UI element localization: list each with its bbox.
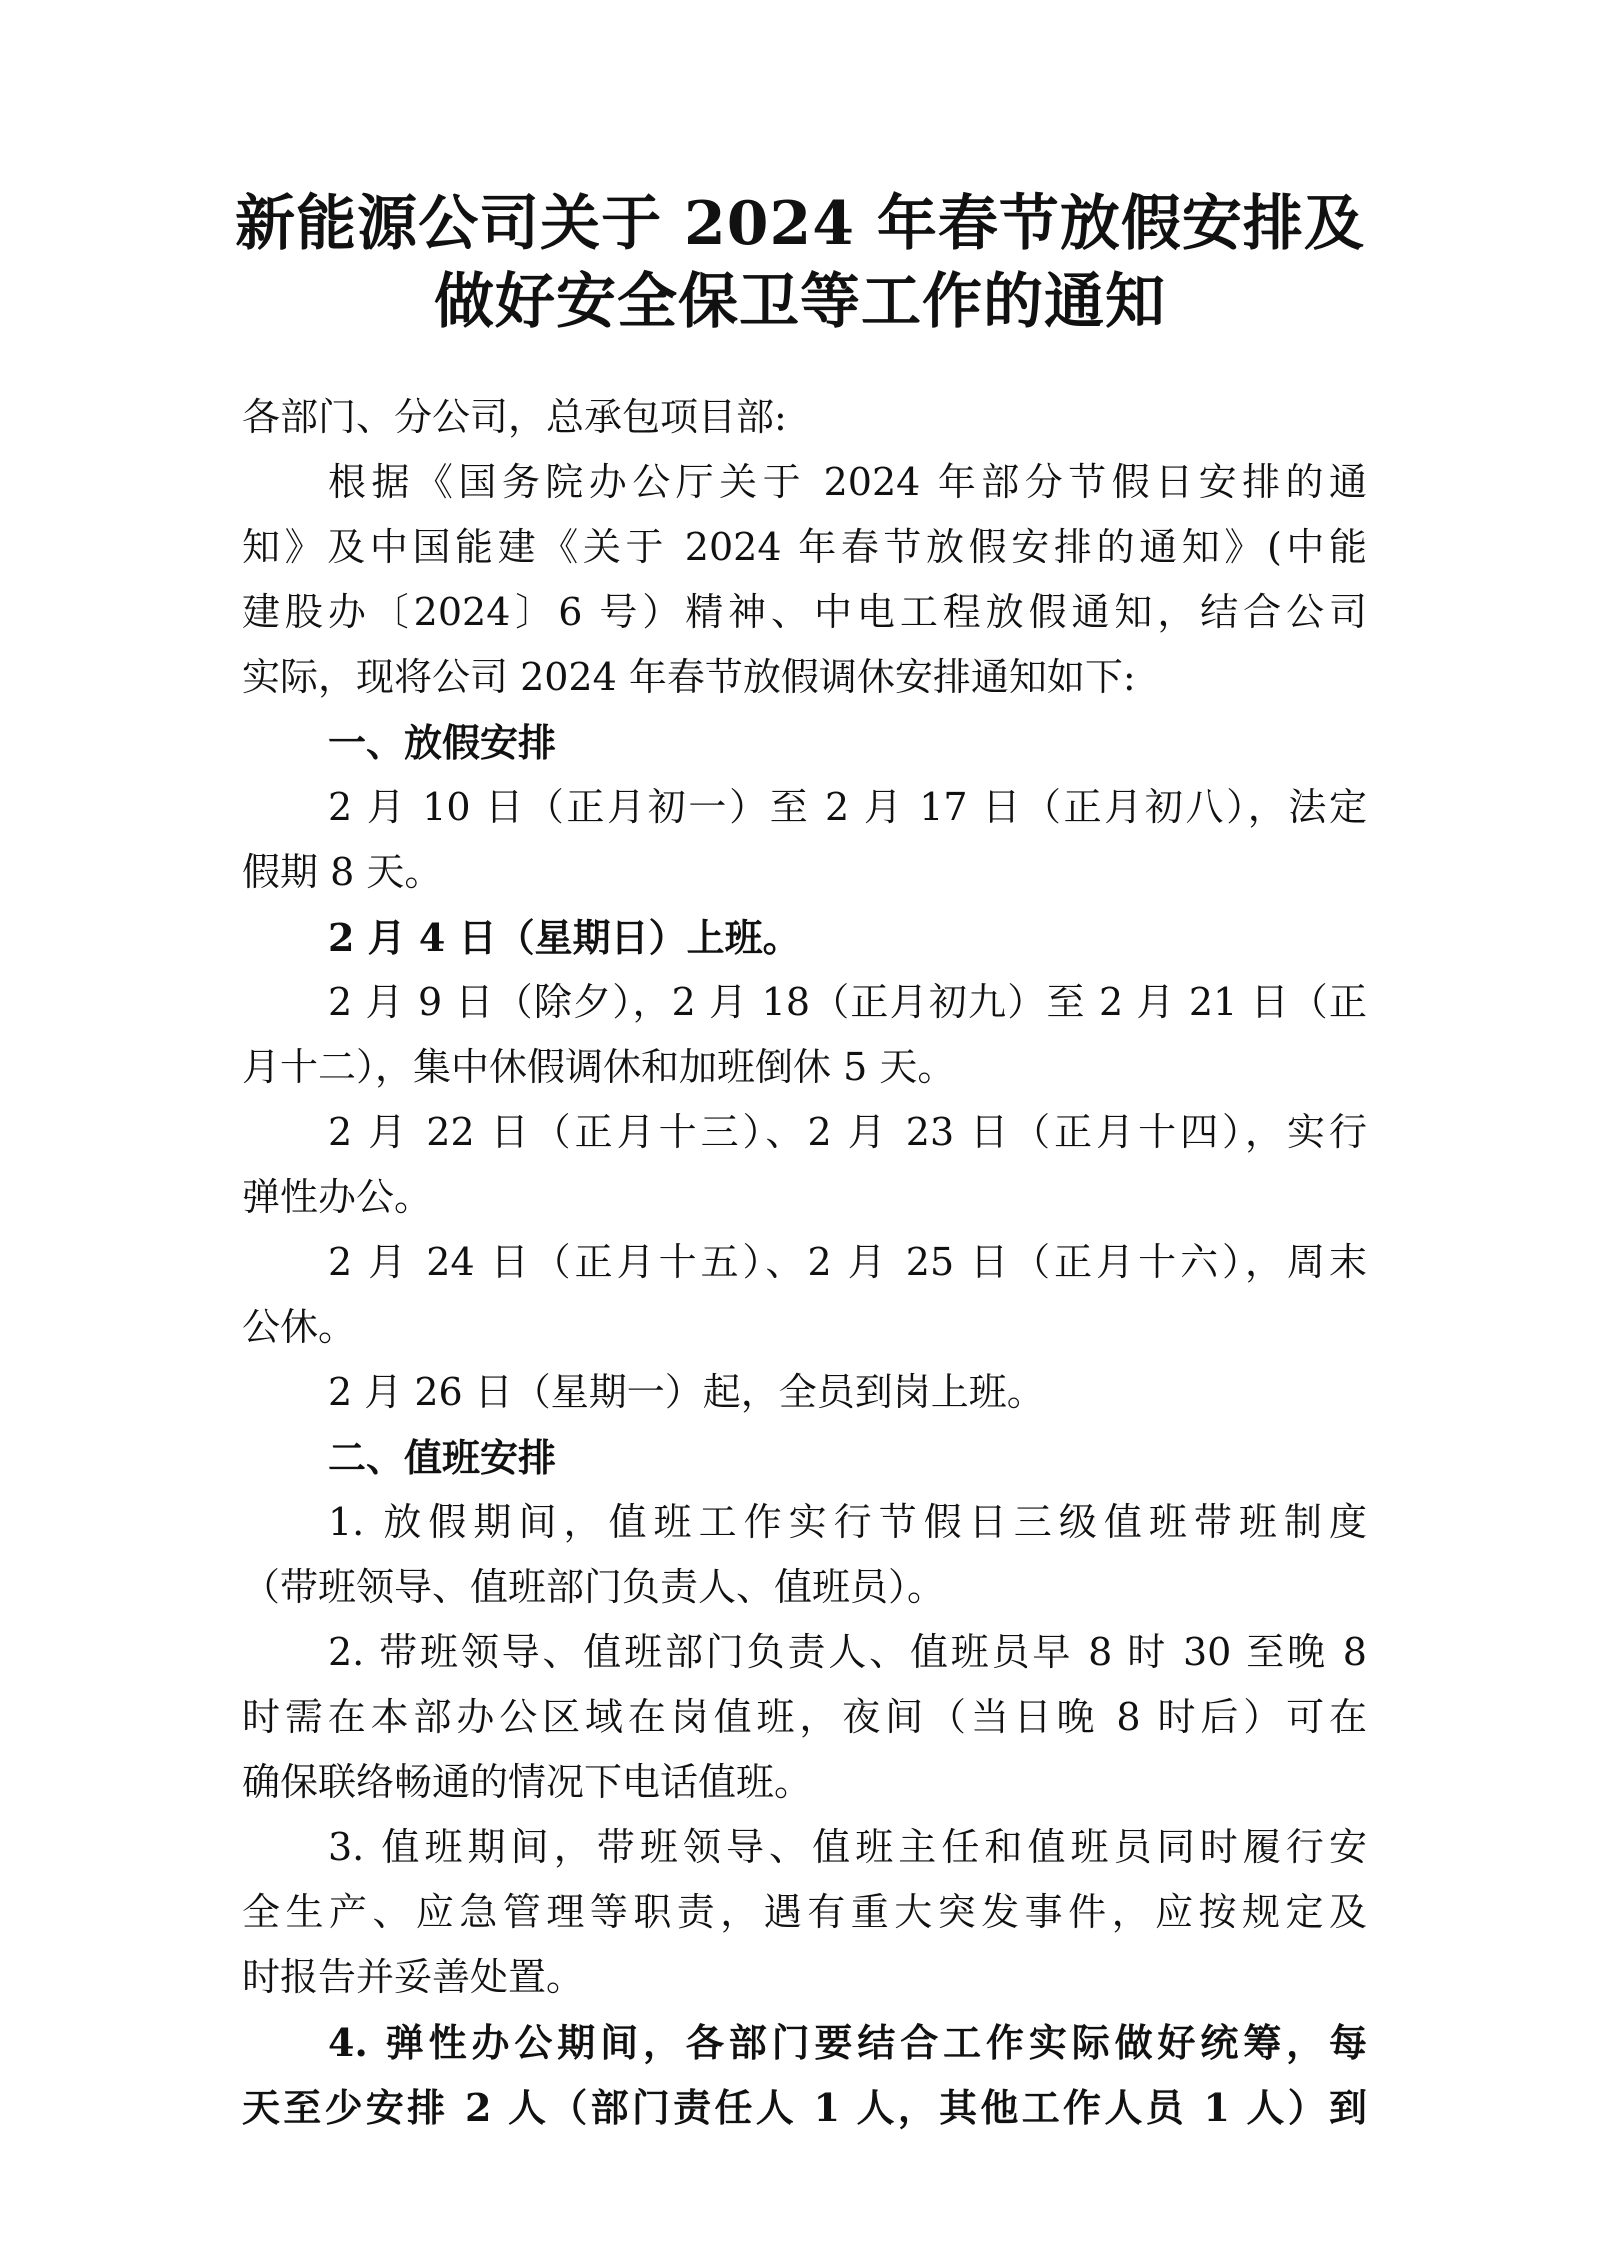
body-line: 4. 弹性办公期间，各部门要结合工作实际做好统筹，每 bbox=[328, 2020, 1367, 2065]
body-line: （带班领导、值班部门负责人、值班员）。 bbox=[242, 1565, 946, 1609]
body-line: 2 月 9 日（除夕），2 月 18（正月初九）至 2 月 21 日（正 bbox=[328, 980, 1367, 1024]
body-line: 实际，现将公司 2024 年春节放假调休安排通知如下: bbox=[242, 655, 1136, 699]
body-line: 1. 放假期间，值班工作实行节假日三级值班带班制度 bbox=[328, 1500, 1367, 1544]
body-line: 各部门、分公司，总承包项目部: bbox=[242, 395, 787, 439]
title-line-2: 做好安全保卫等工作的通知 bbox=[434, 267, 1166, 337]
body-line: 天至少安排 2 人（部门责任人 1 人，其他工作人员 1 人）到 bbox=[242, 2085, 1367, 2130]
title-line-1: 新能源公司关于 2024 年春节放假安排及 bbox=[235, 189, 1365, 259]
body-line: 2 月 26 日（星期一）起，全员到岗上班。 bbox=[328, 1370, 1045, 1414]
body-line: 月十二），集中休假调休和加班倒休 5 天。 bbox=[242, 1045, 956, 1089]
body-line: 时需在本部办公区域在岗值班，夜间（当日晚 8 时后）可在 bbox=[242, 1695, 1367, 1739]
body-line: 2 月 24 日（正月十五）、2 月 25 日（正月十六），周末 bbox=[328, 1240, 1367, 1284]
body-line: 根据《国务院办公厅关于 2024 年部分节假日安排的通 bbox=[328, 460, 1367, 504]
body-line: 2 月 22 日（正月十三）、2 月 23 日（正月十四），实行 bbox=[328, 1110, 1367, 1154]
body-line: 确保联络畅通的情况下电话值班。 bbox=[242, 1760, 813, 1804]
body-line: 2. 带班领导、值班部门负责人、值班员早 8 时 30 至晚 8 bbox=[328, 1630, 1367, 1674]
body-line: 3. 值班期间，带班领导、值班主任和值班员同时履行安 bbox=[328, 1825, 1367, 1869]
body-line: 时报告并妥善处置。 bbox=[242, 1955, 585, 1999]
body-line: 2 月 10 日（正月初一）至 2 月 17 日（正月初八），法定 bbox=[328, 785, 1367, 829]
body-line: 二、值班安排 bbox=[328, 1435, 557, 1480]
body-line: 知》及中国能建《关于 2024 年春节放假安排的通知》(中能 bbox=[242, 525, 1367, 569]
body-line: 弹性办公。 bbox=[242, 1175, 433, 1219]
document-body bbox=[242, 385, 1367, 2140]
document-title bbox=[0, 185, 1600, 341]
body-line: 全生产、应急管理等职责，遇有重大突发事件，应按规定及 bbox=[242, 1890, 1367, 1934]
body-line: 公休。 bbox=[242, 1305, 357, 1349]
body-line: 假期 8 天。 bbox=[242, 850, 443, 894]
body-line: 2 月 4 日（星期日）上班。 bbox=[328, 915, 801, 960]
body-line: 一、放假安排 bbox=[328, 720, 557, 765]
body-line: 建股办〔2024〕6 号）精神、中电工程放假通知，结合公司 bbox=[242, 590, 1367, 634]
